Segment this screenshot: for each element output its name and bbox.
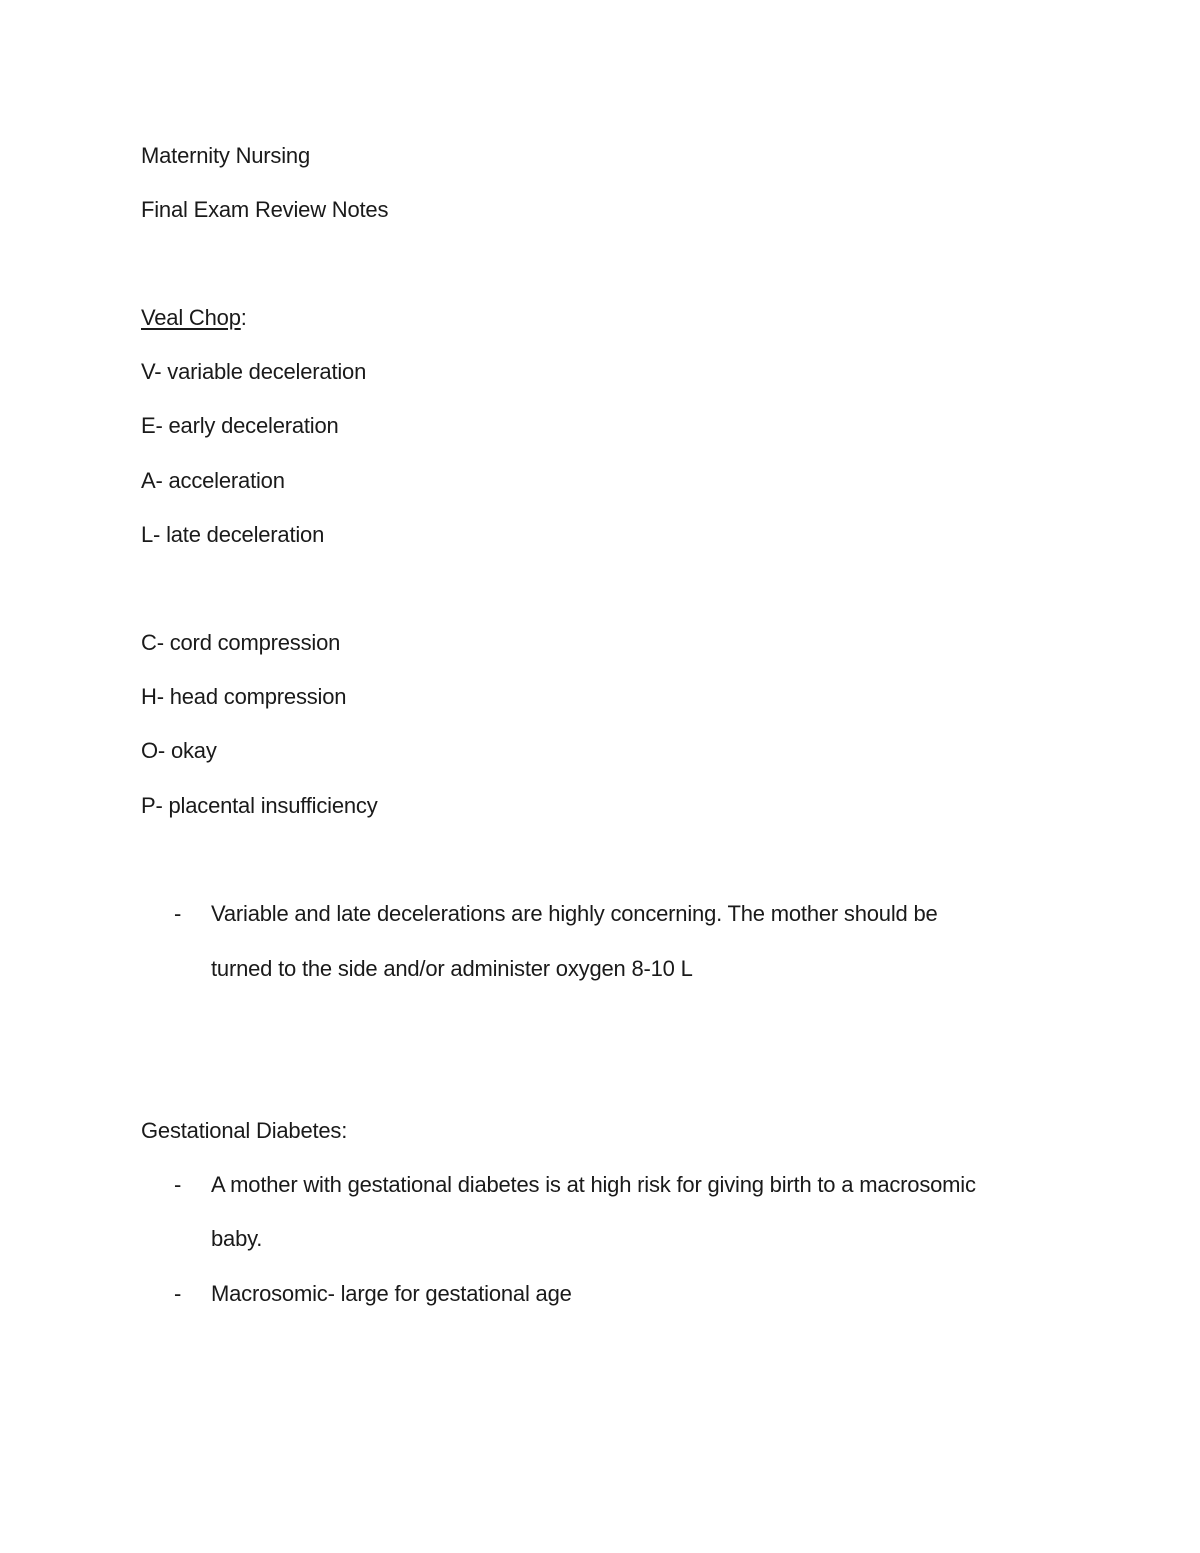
bullet-dash: -	[174, 1172, 182, 1197]
document-title: Maternity Nursing	[141, 143, 310, 168]
chop-item-c: C- cord compression	[141, 630, 341, 655]
veal-item-l: L- late deceleration	[141, 522, 325, 547]
bullet-dash: -	[174, 1281, 182, 1306]
bullet-dash: -	[174, 901, 182, 926]
deceleration-note-line-1: Variable and late decelerations are highly concerning. The mother should be	[211, 901, 938, 926]
veal-chop-heading-text: Veal Chop	[141, 305, 241, 330]
deceleration-note-line-2: turned to the side and/or administer oxygen 8-10 L	[211, 956, 693, 981]
diabetes-note-1-line-2: baby.	[211, 1226, 263, 1251]
veal-item-e: E- early deceleration	[141, 413, 339, 438]
veal-item-a: A- acceleration	[141, 468, 285, 493]
veal-chop-heading-colon: :	[240, 305, 247, 330]
diabetes-note-1-line-1: A mother with gestational diabetes is at high risk for giving birth to a macrosomic	[211, 1172, 976, 1197]
veal-item-v: V- variable deceleration	[141, 359, 367, 384]
gestational-diabetes-heading: Gestational Diabetes:	[141, 1118, 348, 1143]
chop-item-p: P- placental insufficiency	[141, 793, 378, 818]
diabetes-note-2: Macrosomic- large for gestational age	[211, 1281, 572, 1306]
veal-chop-heading	[141, 304, 247, 332]
chop-item-o: O- okay	[141, 738, 217, 763]
document-subtitle: Final Exam Review Notes	[141, 197, 389, 222]
chop-item-h: H- head compression	[141, 684, 347, 709]
